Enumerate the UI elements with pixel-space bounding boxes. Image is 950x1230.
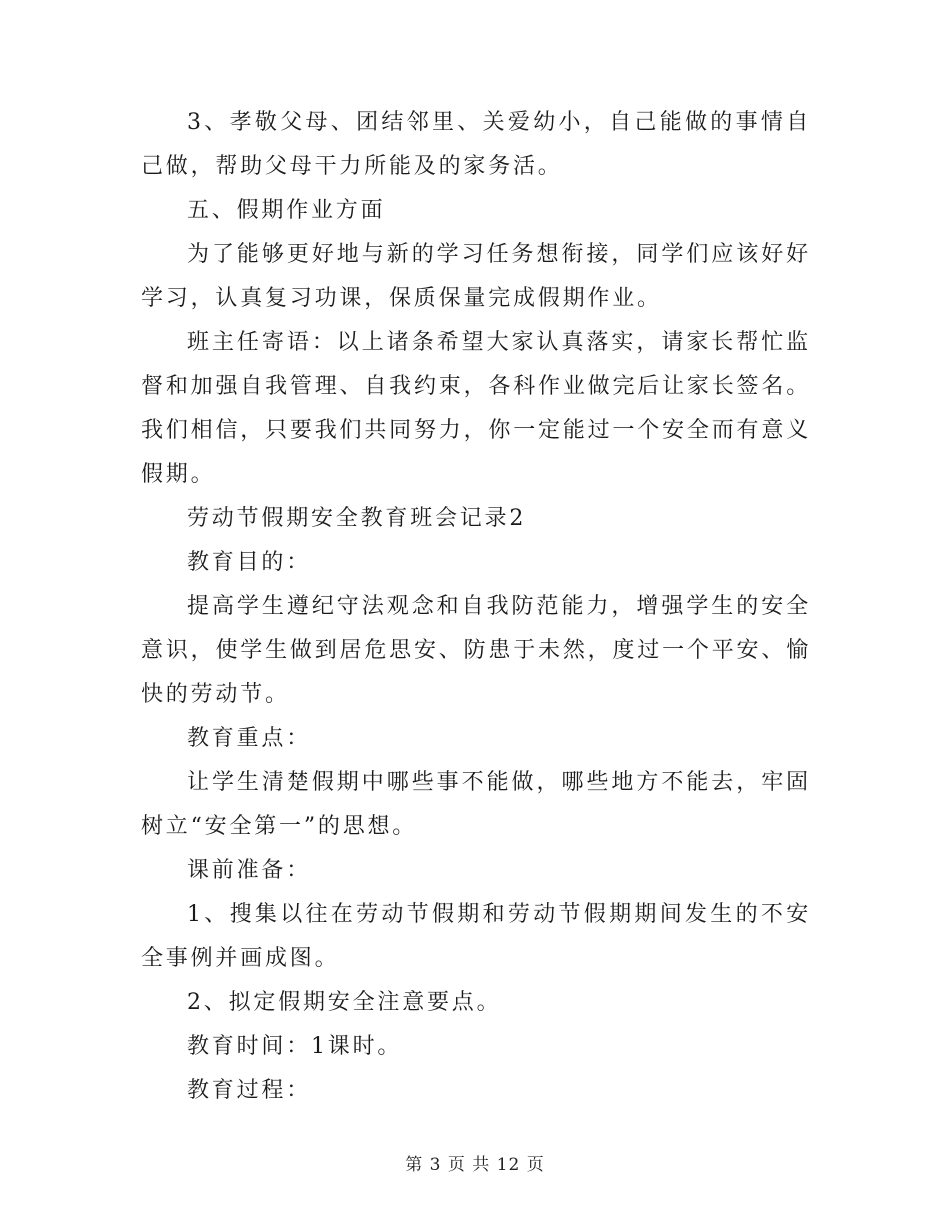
paragraph-homework: 为了能够更好地与新的学习任务想衔接，同学们应该好好学习，认真复习功课，保质保量完成假期作业。 bbox=[141, 242, 811, 311]
page-footer: 第 3 页 共 12 页 bbox=[405, 1155, 545, 1175]
heading-homework-section: 五、假期作业方面 bbox=[187, 198, 386, 223]
heading-education-purpose: 教育目的： bbox=[187, 550, 312, 575]
paragraph-education-time: 教育时间：1课时。 bbox=[187, 1034, 403, 1059]
paragraph-education-focus: 让学生清楚假期中哪些事不能做，哪些地方不能去，牢固树立“安全第一”的思想。 bbox=[141, 770, 811, 839]
heading-preparation: 课前准备： bbox=[187, 858, 312, 883]
heading-education-focus: 教育重点： bbox=[187, 726, 312, 751]
paragraph-teacher-message: 班主任寄语：以上诸条希望大家认真落实，请家长帮忙监督和加强自我管理、自我约束，各科作业做完后让家长签名。我们相信，只要我们共同努力，你一定能过一个安全而有意义假期。 bbox=[141, 330, 811, 487]
paragraph-preparation-1: 1、搜集以往在劳动节假期和劳动节假期期间发生的不安全事例并画成图。 bbox=[141, 902, 811, 971]
paragraph-filial-piety: 3、孝敬父母、团结邻里、关爱幼小，自己能做的事情自己做，帮助父母干力所能及的家务活。 bbox=[141, 110, 811, 179]
paragraph-preparation-2: 2、拟定假期安全注意要点。 bbox=[187, 990, 502, 1015]
heading-education-process: 教育过程： bbox=[187, 1078, 312, 1103]
paragraph-education-purpose: 提高学生遵纪守法观念和自我防范能力，增强学生的安全意识，使学生做到居危思安、防患于未然，度过一个平安、愉快的劳动节。 bbox=[141, 594, 811, 707]
heading-record-2: 劳动节假期安全教育班会记录2 bbox=[187, 506, 527, 531]
document-body bbox=[141, 101, 811, 1113]
